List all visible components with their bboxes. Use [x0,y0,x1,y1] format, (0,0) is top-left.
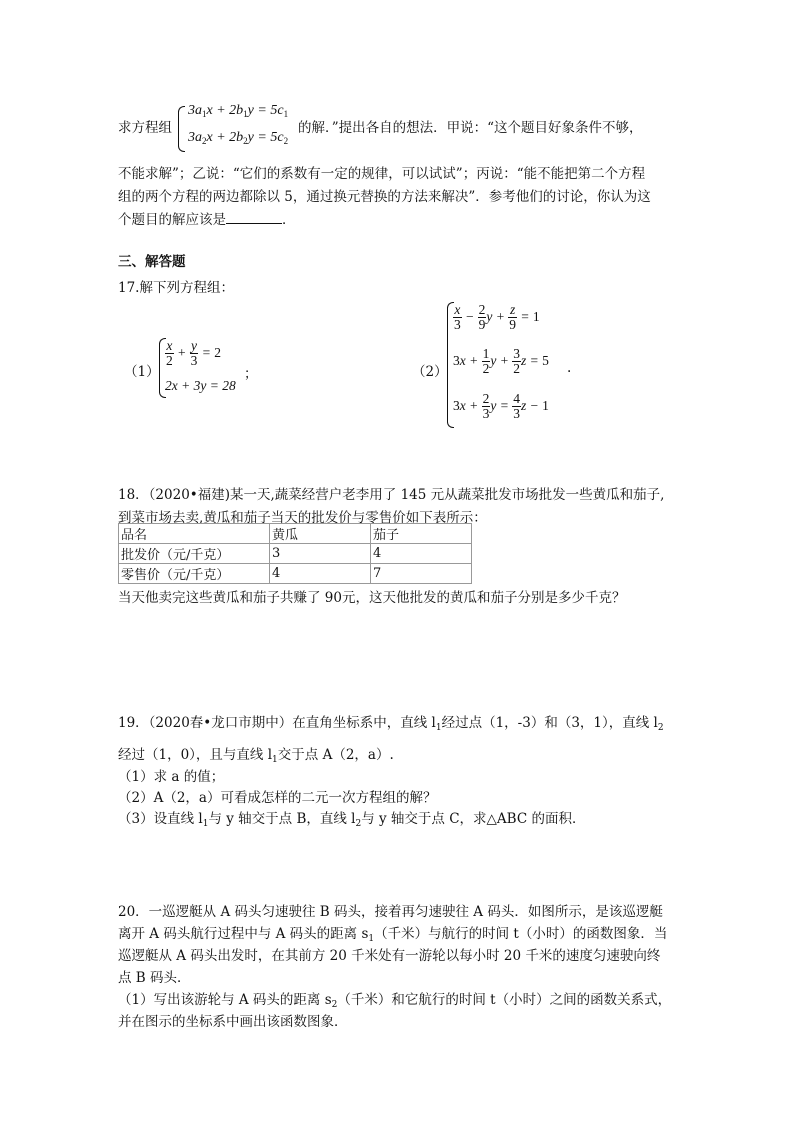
table-cell: 7 [371,564,472,584]
q16-line1-suffix: 的解．”提出各自的想法．甲说：“这个题目好象条件不够， [298,120,643,136]
q17-part1-label: （1） [124,364,160,380]
q17-part2-eq2: 3x + $\frac{1}{2}$ y + $\frac{3}{2}$ z = 5 [453,346,549,377]
q17-part2-eq3: 3x + $\frac{2}{3}$ y = $\frac{4}{3}$ z − 1 [453,391,549,422]
q20-line6: 并在图示的坐标系中画出该函数图象． [118,1014,348,1030]
q19-item3: （3）设直线 $l_1$与 y 轴交于点 B，直线 $l_2$与 y 轴交于点 C，求△ABC 的面积． [118,811,586,829]
table-header-cell: 黄瓜 [270,524,371,544]
section-title: 三、解答题 [118,254,186,270]
q18-line3: 当天他卖完这些黄瓜和茄子共赚了 90元，这天他批发的黄瓜和茄子分别是多少千克？ [118,590,626,606]
q17-part2-label: （2） [412,364,448,380]
table-cell: 4 [371,544,472,564]
price-table [118,523,472,584]
table-header-cell: 品名 [119,524,270,544]
q17-part1-eq1: $\frac{x}{2}$ + $\frac{y}{3}$ = 2 [166,338,221,369]
q19-line2: 经过（1，0），且与直线 $l_1$交于点 A（2，a）. [118,747,394,765]
q16-line4: 个题目的解应该是 ． [118,212,296,228]
q20-line3: 巡逻艇从 A 码头出发时，在其前方 20 千米处有一游轮以每小时 20 千米的速度匀速驶向终 [118,948,661,964]
q17-part2-eq1: $\frac{x}{3}$ − $\frac{2}{9}$ y + $\frac{z}{9}$ = 1 [454,302,540,333]
q17-part2-tail: . [567,360,572,376]
q20-line5: （1）写出该游轮与 A 码头的距离 $s_2$（千米）和它航行的时间 t（小时）之间的函数关系式， [118,992,672,1010]
q16-system-brace [178,106,185,152]
q18-line2: 到菜市场去卖,黄瓜和茄子当天的批发价与零售价如下表所示： [118,510,487,526]
table-cell: 3 [270,544,371,564]
q19-line1: 19．（2020春•龙口市期中）在直角坐标系中，直线 $l_1$经过点（1，-3）和（3，1），直线 $l_2$ [118,715,664,733]
q17-part1-eq2: 2x + 3y = 28 [165,378,236,393]
table-cell: 4 [270,564,371,584]
q20-line1: 20．一巡逻艇从 A 码头匀速驶往 B 码头，接着再匀速驶往 A 码头．如图所示，是该巡逻艇 [118,904,663,920]
q19-item1: （1）求 a 的值； [118,769,225,785]
answer-blank[interactable] [226,211,282,224]
q20-line4: 点 B 码头． [118,970,191,986]
table-row [119,564,472,584]
q17-title: 17.解下列方程组： [118,280,234,296]
q18-line1: 18．（2020•福建)某一天,蔬菜经营户老李用了 145 元从蔬菜批发市场批发一些黄瓜和茄子, [118,487,665,503]
q16-equation-2: $3a_2x + 2b_2y = 5c_2$ [188,130,289,146]
table-row [119,544,472,564]
q19-item2: （2）A（2，a）可看成怎样的二元一次方程组的解？ [118,790,437,806]
q17-part1-tail: ； [244,366,258,382]
table-header-row [119,524,472,544]
q20-line2: 离开 A 码头航行过程中与 A 码头的距离 $s_1$（千米）与航行的时间 t（小时）的函数图象．当 [118,926,668,944]
q16-line3: 组的两个方程的两边都除以 5，通过换元替换的方法来解决”．参考他们的讨论，你认为这 [118,189,651,205]
q16-equation-1: $3a_1x + 2b_1y = 5c_1$ [188,103,289,119]
q16-line2: 不能求解”；乙说：“它们的系数有一定的规律，可以试试”；丙说：“能不能把第二个方程 [118,166,646,182]
table-cell: 零售价（元/千克） [119,564,270,584]
table-cell: 批发价（元/千克） [119,544,270,564]
q16-prefix: 求方程组 [118,120,172,136]
table-header-cell: 茄子 [371,524,472,544]
